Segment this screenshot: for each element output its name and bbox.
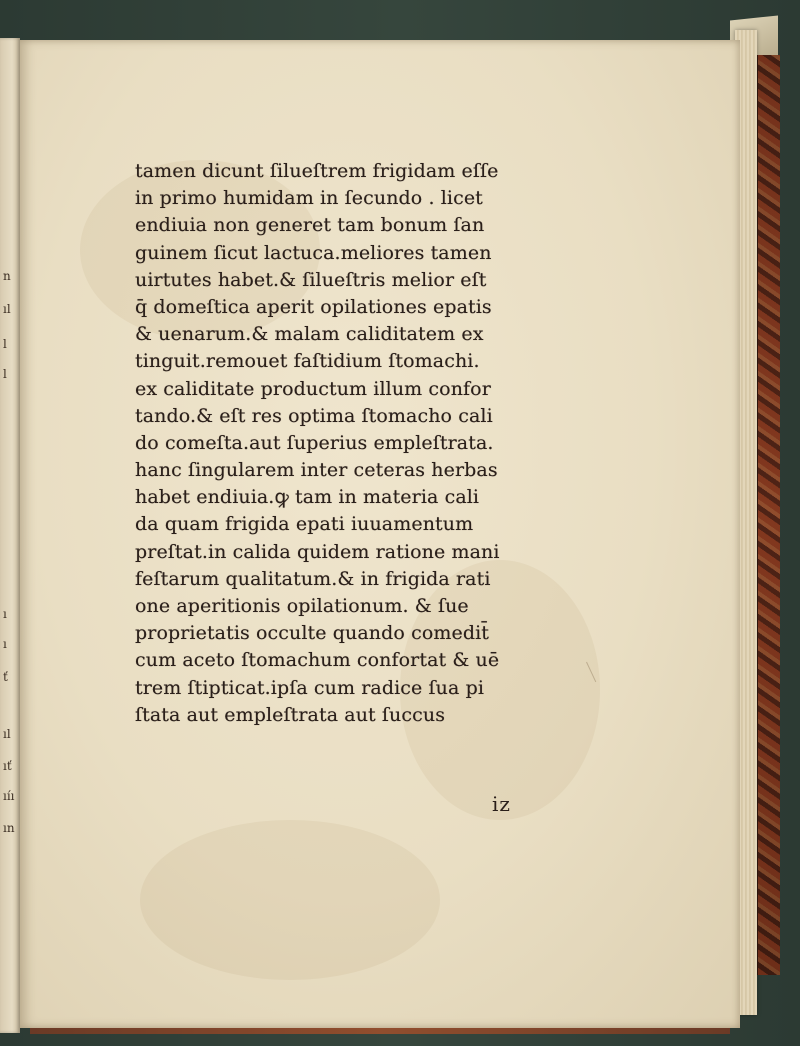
text-line: q̄ domeſtica aperit opilationes epatis: [135, 295, 492, 318]
text-line: one aperitionis opilationum. & ſue: [135, 595, 469, 617]
text-line: in primo humidam in ſecundo . licet: [135, 187, 483, 210]
previous-page-fragment: ıíı: [3, 790, 15, 802]
previous-page-fragment: ıl: [3, 728, 11, 740]
text-line: ſtata aut empleſtrata aut ſuccus: [135, 703, 446, 726]
text-line: tinguit.remouet faſtidium ſtomachi.: [135, 350, 480, 373]
marbled-cover-edge: [757, 55, 780, 975]
text-line: guinem ſicut lactuca.meliores tamen: [135, 241, 492, 264]
folio-number: iz: [492, 792, 511, 816]
previous-page-fragment: ıť: [3, 760, 12, 772]
text-line: endiuia non generet tam bonum ſan: [135, 214, 485, 237]
text-line: da quam frigida epati iuuamentum: [135, 513, 474, 536]
previous-page-fragment: ť: [3, 671, 8, 683]
text-line: tando.& eſt res optima ſtomacho cali: [135, 404, 493, 427]
previous-page-fragment: n: [3, 270, 11, 282]
previous-page-fragment: l: [3, 338, 7, 350]
text-line: do comeſta.aut ſuperius empleſtrata.: [135, 431, 494, 454]
previous-page-edge: [0, 38, 20, 1033]
text-line: hanc ſingularem inter ceteras herbas: [135, 459, 498, 482]
text-line: ex caliditate productum illum confor: [135, 377, 491, 400]
paper-stain: [140, 820, 440, 980]
previous-page-fragment: ın: [3, 822, 15, 834]
previous-page-fragment: ı: [3, 608, 7, 620]
text-line: cum aceto ſtomachum confortat & uē: [135, 649, 500, 672]
text-line: proprietatis occulte quando comedit̄: [135, 622, 489, 645]
text-line: habet endiuia.ꝙ tam in materia cali: [135, 486, 480, 509]
previous-page-fragment: ıl: [3, 303, 11, 315]
previous-page-fragment: l: [3, 368, 7, 380]
text-block: [135, 158, 515, 729]
text-line: & uenarum.& malam caliditatem ex: [135, 323, 484, 346]
cover-bottom-edge: [30, 1028, 730, 1034]
text-line: feſtarum qualitatum.& in frigida rati: [135, 567, 491, 590]
text-line: uirtutes habet.& ſilueſtris melior eſt: [135, 268, 487, 291]
text-line: preſtat.in calida quidem ratione mani: [135, 540, 500, 563]
book-page: [20, 40, 740, 1028]
text-line: trem ſtipticat.ipſa cum radice ſua pi: [135, 676, 485, 699]
text-line: tamen dicunt ſilueſtrem frigidam eſſe: [135, 160, 499, 182]
previous-page-fragment: ı: [3, 638, 7, 650]
